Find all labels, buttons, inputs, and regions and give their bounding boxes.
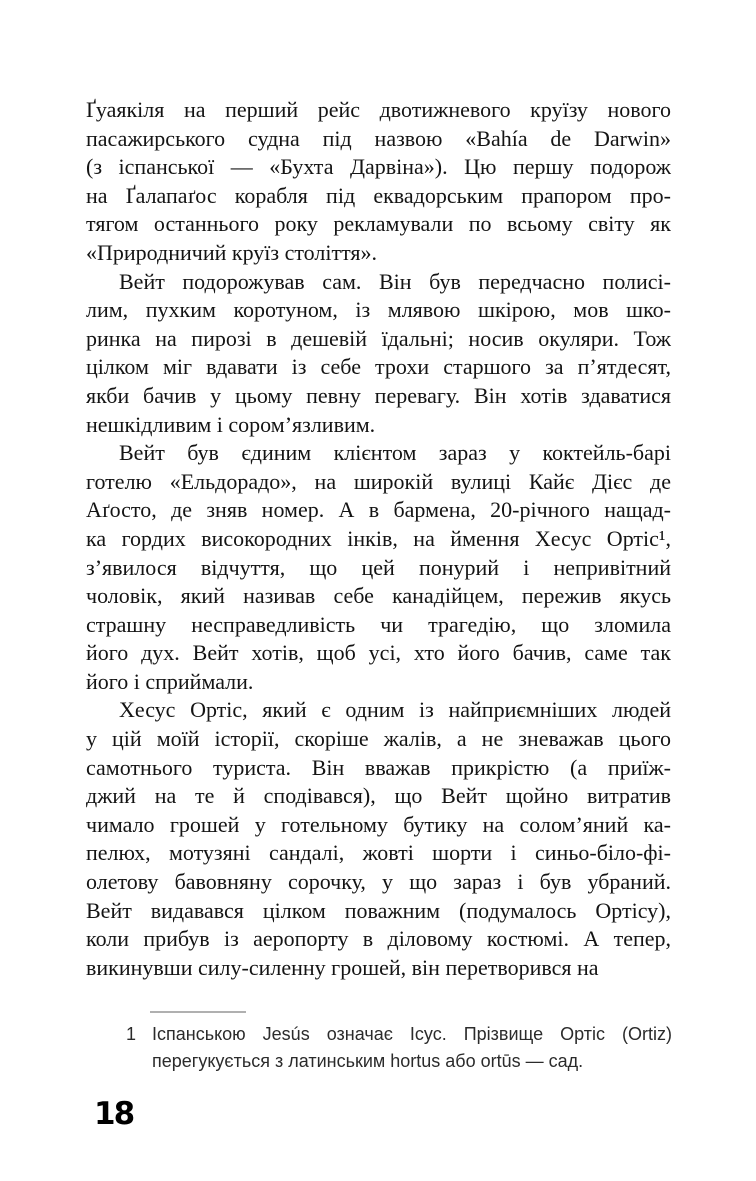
text-line: Вейт подорожував сам. Він був передчасно полисі- (119, 268, 671, 294)
paragraph (86, 439, 671, 696)
page-number: 18 (94, 1096, 134, 1132)
paragraph (86, 268, 671, 440)
text-line: чоловік, який називав себе канадійцем, пережив якусь (86, 583, 671, 609)
text-line: лим, пухким коротуном, із млявою шкірою, мов шко- (86, 297, 671, 323)
text-line: «Природничий круїз століття». (86, 239, 378, 265)
footnote-marker: 1 (126, 1024, 137, 1044)
text-line: готелю «Ельдорадо», на широкій вулиці Кайє Дієс де (86, 468, 671, 494)
text-line: коли прибув із аеропорту в діловому костюмі. А тепер, (86, 926, 671, 952)
text-line: Вейт був єдиним клієнтом зараз у коктейль-барі (119, 440, 671, 466)
text-line: Ґуаякіля на перший рейс двотижневого круїзу нового (86, 97, 671, 122)
text-line: пелюх, мотузяні сандалі, жовті шорти і синьо-біло-фі- (86, 840, 671, 866)
text-line: джий на те й сподівався), що Вейт щойно витратив (86, 783, 671, 809)
text-line: страшну несправедливість чи трагедію, що зломила (86, 611, 671, 637)
footnote-line: перегукується з латинським hortus або ortūs — сад. (152, 1051, 584, 1071)
text-line: ринка на пирозі в дешевій їдальні; носив окуляри. Тож (86, 325, 671, 351)
footnote-line: Іспанською Jesús означає Ісус. Прізвище Ортіс (Ortiz) (152, 1024, 672, 1044)
footnote (126, 1021, 672, 1075)
text-line: якби бачив у цьому певну перевагу. Він хотів здаватися (86, 382, 671, 408)
body-text (86, 96, 671, 982)
text-line: тягом останнього року рекламували по всьому світу як (86, 211, 671, 237)
paragraph (86, 696, 671, 982)
footnote-separator (150, 1011, 246, 1013)
text-line: Хесус Ортіс, який є одним із найприємніших людей (119, 697, 671, 723)
text-line: Аґосто, де зняв номер. А в бармена, 20-річного нащад- (86, 497, 671, 523)
text-line: на Ґалапаґос корабля під еквадорським прапором про- (86, 182, 671, 208)
text-line: пасажирського судна під назвою «Bahía de Darwin» (86, 125, 671, 151)
text-line: самотнього туриста. Він вважав прикрістю (а приїж- (86, 754, 671, 780)
text-line: (з іспанської — «Бухта Дарвіна»). Цю першу подорож (86, 154, 671, 180)
text-line: ка гордих високородних інків, на ймення Хесус Ортіс¹, (86, 525, 671, 551)
text-line: з’явилося відчуття, що цей понурий і непривітний (86, 554, 671, 580)
text-line: чимало грошей у готельному бутику на солом’яний ка- (86, 811, 671, 837)
paragraph (86, 96, 671, 268)
text-line: його і сприймали. (86, 668, 254, 694)
text-line: Вейт видавався цілком поважним (подумалось Ортісу), (86, 897, 671, 923)
text-line: викинувши силу-силенну грошей, він перетворився на (86, 954, 599, 980)
text-line: нешкідливим і сором’язливим. (86, 411, 376, 437)
text-line: цілком міг вдавати із себе трохи старшого за п’ятдесят, (86, 354, 671, 380)
footnote-text (152, 1021, 672, 1075)
text-line: у цій моїй історії, скоріше жалів, а не зневажав цього (86, 726, 671, 752)
text-line: олетову бавовняну сорочку, у що зараз і був убраний. (86, 869, 671, 895)
text-line: його дух. Вейт хотів, щоб усі, хто його бачив, саме так (86, 640, 671, 666)
